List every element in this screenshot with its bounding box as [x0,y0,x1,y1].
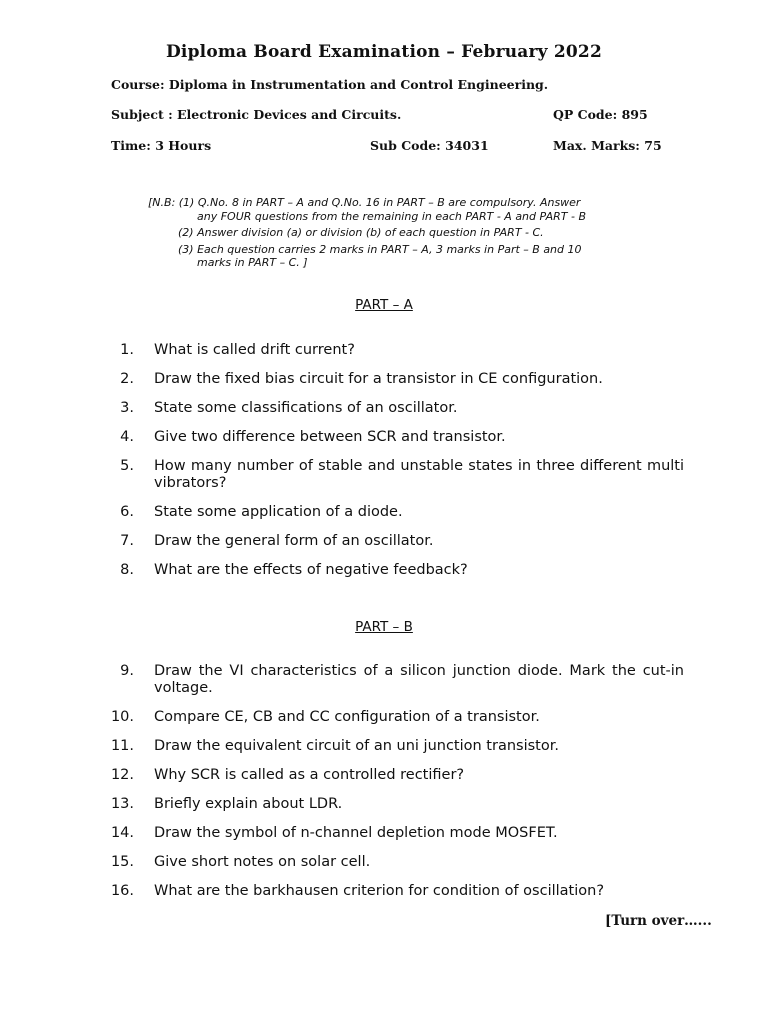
course-line: Course: Diploma in Instrumentation and Control Engineering. [111,77,549,92]
instruction-line: marks in PART – C. ] [197,256,308,269]
qp-code: QP Code: 895 [553,107,648,122]
part-a-heading: PART – A [355,297,413,313]
instruction-line: (2) Answer division (a) or division (b) of each question in PART - C. [178,226,544,239]
sub-code: Sub Code: 34031 [370,138,489,153]
part-b-heading: PART – B [355,619,413,635]
exam-title: Diploma Board Examination – February 2022 [165,42,602,62]
instructions-block [148,196,648,270]
instruction-line: any FOUR questions from the remaining in each PART - A and PART - B [197,209,586,223]
time-line: Time: 3 Hours [111,138,212,153]
subject-line: Subject : Electronic Devices and Circuits. [111,107,402,122]
instruction-line: (3) Each question carries 2 marks in PART – A, 3 marks in Part – B and 10 [178,242,582,256]
turn-over-note: [Turn over…... [605,913,712,929]
max-marks: Max. Marks: 75 [553,138,662,153]
instruction-line: [N.B: (1) Q.No. 8 in PART – A and Q.No. 16 in PART – B are compulsory. Answer [148,196,581,209]
